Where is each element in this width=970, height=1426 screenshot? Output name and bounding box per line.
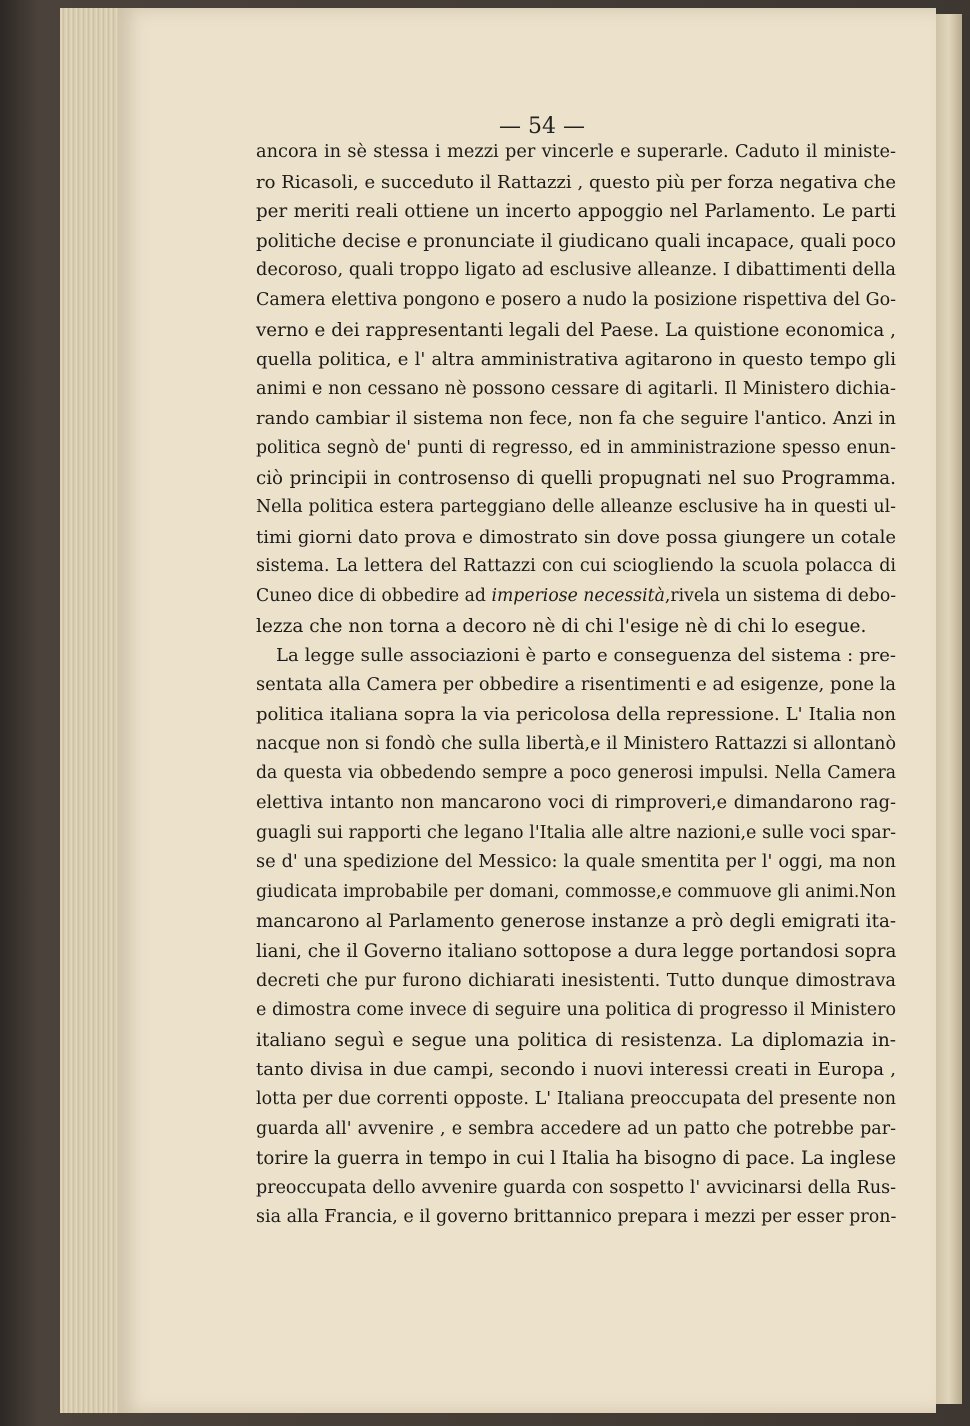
text-line: lotta per due correnti opposte. L' Italiana preoccupata del presente non <box>256 1089 896 1109</box>
text-line: politiche decise e pronunciate il giudicano quali incapace, quali poco <box>256 230 896 252</box>
text-line: politica italiana sopra la via pericolosa della repressione. L' Italia non <box>256 704 896 726</box>
italic-phrase: imperiose necessità <box>491 585 665 606</box>
text-line: italiano seguì e segue una politica di resistenza. La diplomazia in- <box>256 1029 896 1051</box>
text-line: tanto divisa in due campi, secondo i nuovi interessi creati in Europa , <box>256 1059 896 1081</box>
text-line: verno e dei rappresentanti legali del Paese. La quistione economica , <box>256 319 896 341</box>
text-line: sia alla Francia, e il governo brittannico prepara i mezzi per esser pron- <box>256 1207 897 1228</box>
text-line: da questa via obbedendo sempre a poco generosi impulsi. Nella Camera <box>256 763 896 784</box>
text-segment: Cuneo dice di obbedire ad <box>256 585 492 606</box>
text-line: decoroso, quali troppo ligato ad esclusive alleanze. I dibattimenti della <box>256 260 896 281</box>
text-line: Nella politica estera parteggiano delle alleanze esclusive ha in questi ul- <box>256 497 896 518</box>
page-number: — 54 — <box>499 114 585 139</box>
text-line: quella politica, e l' altra amministrativa agitarono in questo tempo gli <box>256 349 896 371</box>
text-line: animi e non cessano nè possono cessare di agitarli. Il Ministero dichia- <box>256 378 896 399</box>
text-line: timi giorni dato prova e dimostrato sin dove possa giungere un cotale <box>256 526 896 548</box>
text-line: liani, che il Governo italiano sottopose a dura legge portandosi sopra <box>256 941 897 963</box>
text-line: Camera elettiva pongono e posero a nudo la posizione rispettiva del Go- <box>256 289 897 310</box>
text-line: preoccupata dello avvenire guarda con sospetto l' avvicinarsi della Rus- <box>256 1177 896 1198</box>
text-line: ancora in sè stessa i mezzi per vincerle e superarle. Caduto il ministe- <box>256 142 896 162</box>
text-line: nacque non si fondò che sulla libertà,e il Ministero Rattazzi si allontanò <box>256 733 896 754</box>
text-line: torire la guerra in tempo in cui l Italia ha bisogno di pace. La inglese <box>256 1148 896 1170</box>
text-line: per meriti reali ottiene un incerto appoggio nel Parlamento. Le parti <box>256 201 896 223</box>
paragraph-start-line: La legge sulle associazioni è parto e conseguenza del sistema : pre- <box>276 645 896 667</box>
text-line: politica segnò de' punti di regresso, ed in amministrazione spesso enun- <box>256 437 896 458</box>
text-line: mancarono al Parlamento generose instanze a prò degli emigrati ita- <box>256 911 896 933</box>
text-line: se d' una spedizione del Messico: la quale smentita per l' oggi, ma non <box>256 852 896 873</box>
text-line: ro Ricasoli, e succeduto il Rattazzi , questo più per forza negativa che <box>256 171 896 193</box>
text-line: decreti che pur furono dichiarati inesistenti. Tutto dunque dimostrava <box>256 970 896 991</box>
text-line: sentata alla Camera per obbedire a risentimenti e ad esigenze, pone la <box>256 674 896 695</box>
text-line: guarda all' avvenire , e sembra accedere ad un patto che potrebbe par- <box>256 1118 896 1139</box>
text-line: ciò principii in controsenso di quelli propugnati nel suo Programma. <box>256 467 896 489</box>
body-text <box>256 138 896 1233</box>
text-line: sistema. La lettera del Rattazzi con cui sciogliendo la scuola polacca di <box>256 556 896 577</box>
text-line: e dimostra come invece di seguire una politica di progresso il Ministero <box>256 1000 896 1021</box>
text-segment: ,rivela un sistema di debo- <box>664 585 897 606</box>
text-line-with-italic <box>256 582 896 612</box>
text-line: elettiva intanto non mancarono voci di rimproveri,e dimandarono rag- <box>256 793 896 814</box>
text-line: lezza che non torna a decoro nè di chi l'esige nè di chi lo esegue. <box>256 615 867 637</box>
right-page-edge <box>936 14 962 1404</box>
text-line: giudicata improbabile per domani, commosse,e commuove gli animi.Non <box>256 881 896 902</box>
text-line: guagli sui rapporti che legano l'Italia alle altre nazioni,e sulle voci spar- <box>256 822 896 843</box>
text-line: rando cambiar il sistema non fece, non fa che seguire l'antico. Anzi in <box>256 408 896 430</box>
